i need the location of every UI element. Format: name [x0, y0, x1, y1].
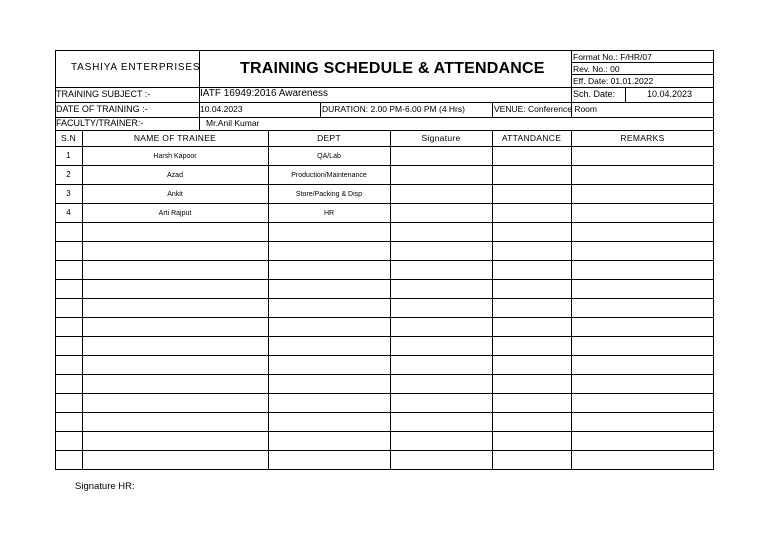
divider [55, 102, 714, 103]
divider [390, 130, 391, 470]
table-row-sn: 3 [66, 189, 71, 198]
schedule-date-label: Sch. Date: [573, 89, 616, 99]
table-row-name: Arti Rajput [158, 210, 192, 217]
table-row-dept: Production/Maintenance [291, 172, 367, 179]
divider [571, 50, 572, 102]
divider [492, 102, 493, 117]
duration-text: DURATION: 2.00 PM-6.00 PM (4 Hrs) [322, 104, 465, 114]
table-row-name: Azad [167, 172, 183, 179]
table-row-sn: 4 [66, 208, 71, 217]
table-row-sn: 1 [66, 151, 71, 160]
page-title: TRAINING SCHEDULE & ATTENDANCE [240, 60, 545, 77]
format-number: Format No.: F/HR/07 [573, 52, 652, 62]
table-row-sn: 2 [66, 170, 71, 179]
divider [55, 450, 714, 451]
divider [55, 184, 714, 185]
table-row-name: Ankit [167, 191, 183, 198]
divider [55, 355, 714, 356]
divider [55, 165, 714, 166]
divider [55, 298, 714, 299]
divider [55, 260, 714, 261]
table-row-name: Harsh Kapoor [153, 153, 197, 160]
faculty-label: FACULTY/TRAINER:- [56, 118, 144, 128]
training-date-value: 10.04.2023 [200, 104, 243, 114]
divider [55, 117, 714, 118]
company-name: TASHIYA ENTERPRISES [71, 62, 201, 73]
divider [55, 87, 714, 88]
signature-hr-label: Signature HR: [75, 481, 135, 492]
column-header-attendance: ATTANDANCE [501, 133, 562, 143]
divider [571, 74, 714, 75]
column-header-name: NAME OF TRAINEE [133, 133, 217, 143]
divider [55, 336, 714, 337]
divider [268, 130, 269, 470]
training-subject-label: TRAINING SUBJECT :- [56, 89, 151, 99]
divider [55, 279, 714, 280]
divider [55, 146, 714, 147]
faculty-value: Mr.Anil Kumar [206, 118, 260, 128]
venue-text: VENUE: Conference Room [494, 104, 597, 114]
training-subject-value: IATF 16949:2016 Awareness [200, 88, 329, 99]
column-header-signature: Signature [421, 133, 461, 143]
divider [55, 317, 714, 318]
divider [55, 241, 714, 242]
training-date-label: DATE OF TRAINING :- [56, 104, 148, 114]
divider [55, 203, 714, 204]
effective-date: Eff. Date: 01.01.2022 [573, 76, 654, 86]
divider [571, 62, 714, 63]
table-row-dept: QA/Lab [317, 153, 341, 160]
divider [82, 130, 83, 470]
divider [492, 130, 493, 470]
divider [571, 130, 572, 470]
column-header-dept: DEPT [317, 133, 341, 143]
column-header-sn: S.N [60, 133, 77, 143]
divider [55, 412, 714, 413]
table-row-dept: Store/Packing & Disp [295, 191, 363, 198]
divider [55, 431, 714, 432]
divider [320, 102, 321, 117]
divider [55, 130, 714, 131]
revision-number: Rev. No.: 00 [573, 64, 620, 74]
column-header-remarks: REMARKS [620, 133, 665, 143]
divider [55, 222, 714, 223]
divider [625, 87, 626, 102]
table-row-dept: HR [323, 210, 335, 217]
divider [55, 393, 714, 394]
divider [55, 374, 714, 375]
schedule-date-value: 10.04.2023 [647, 89, 693, 99]
